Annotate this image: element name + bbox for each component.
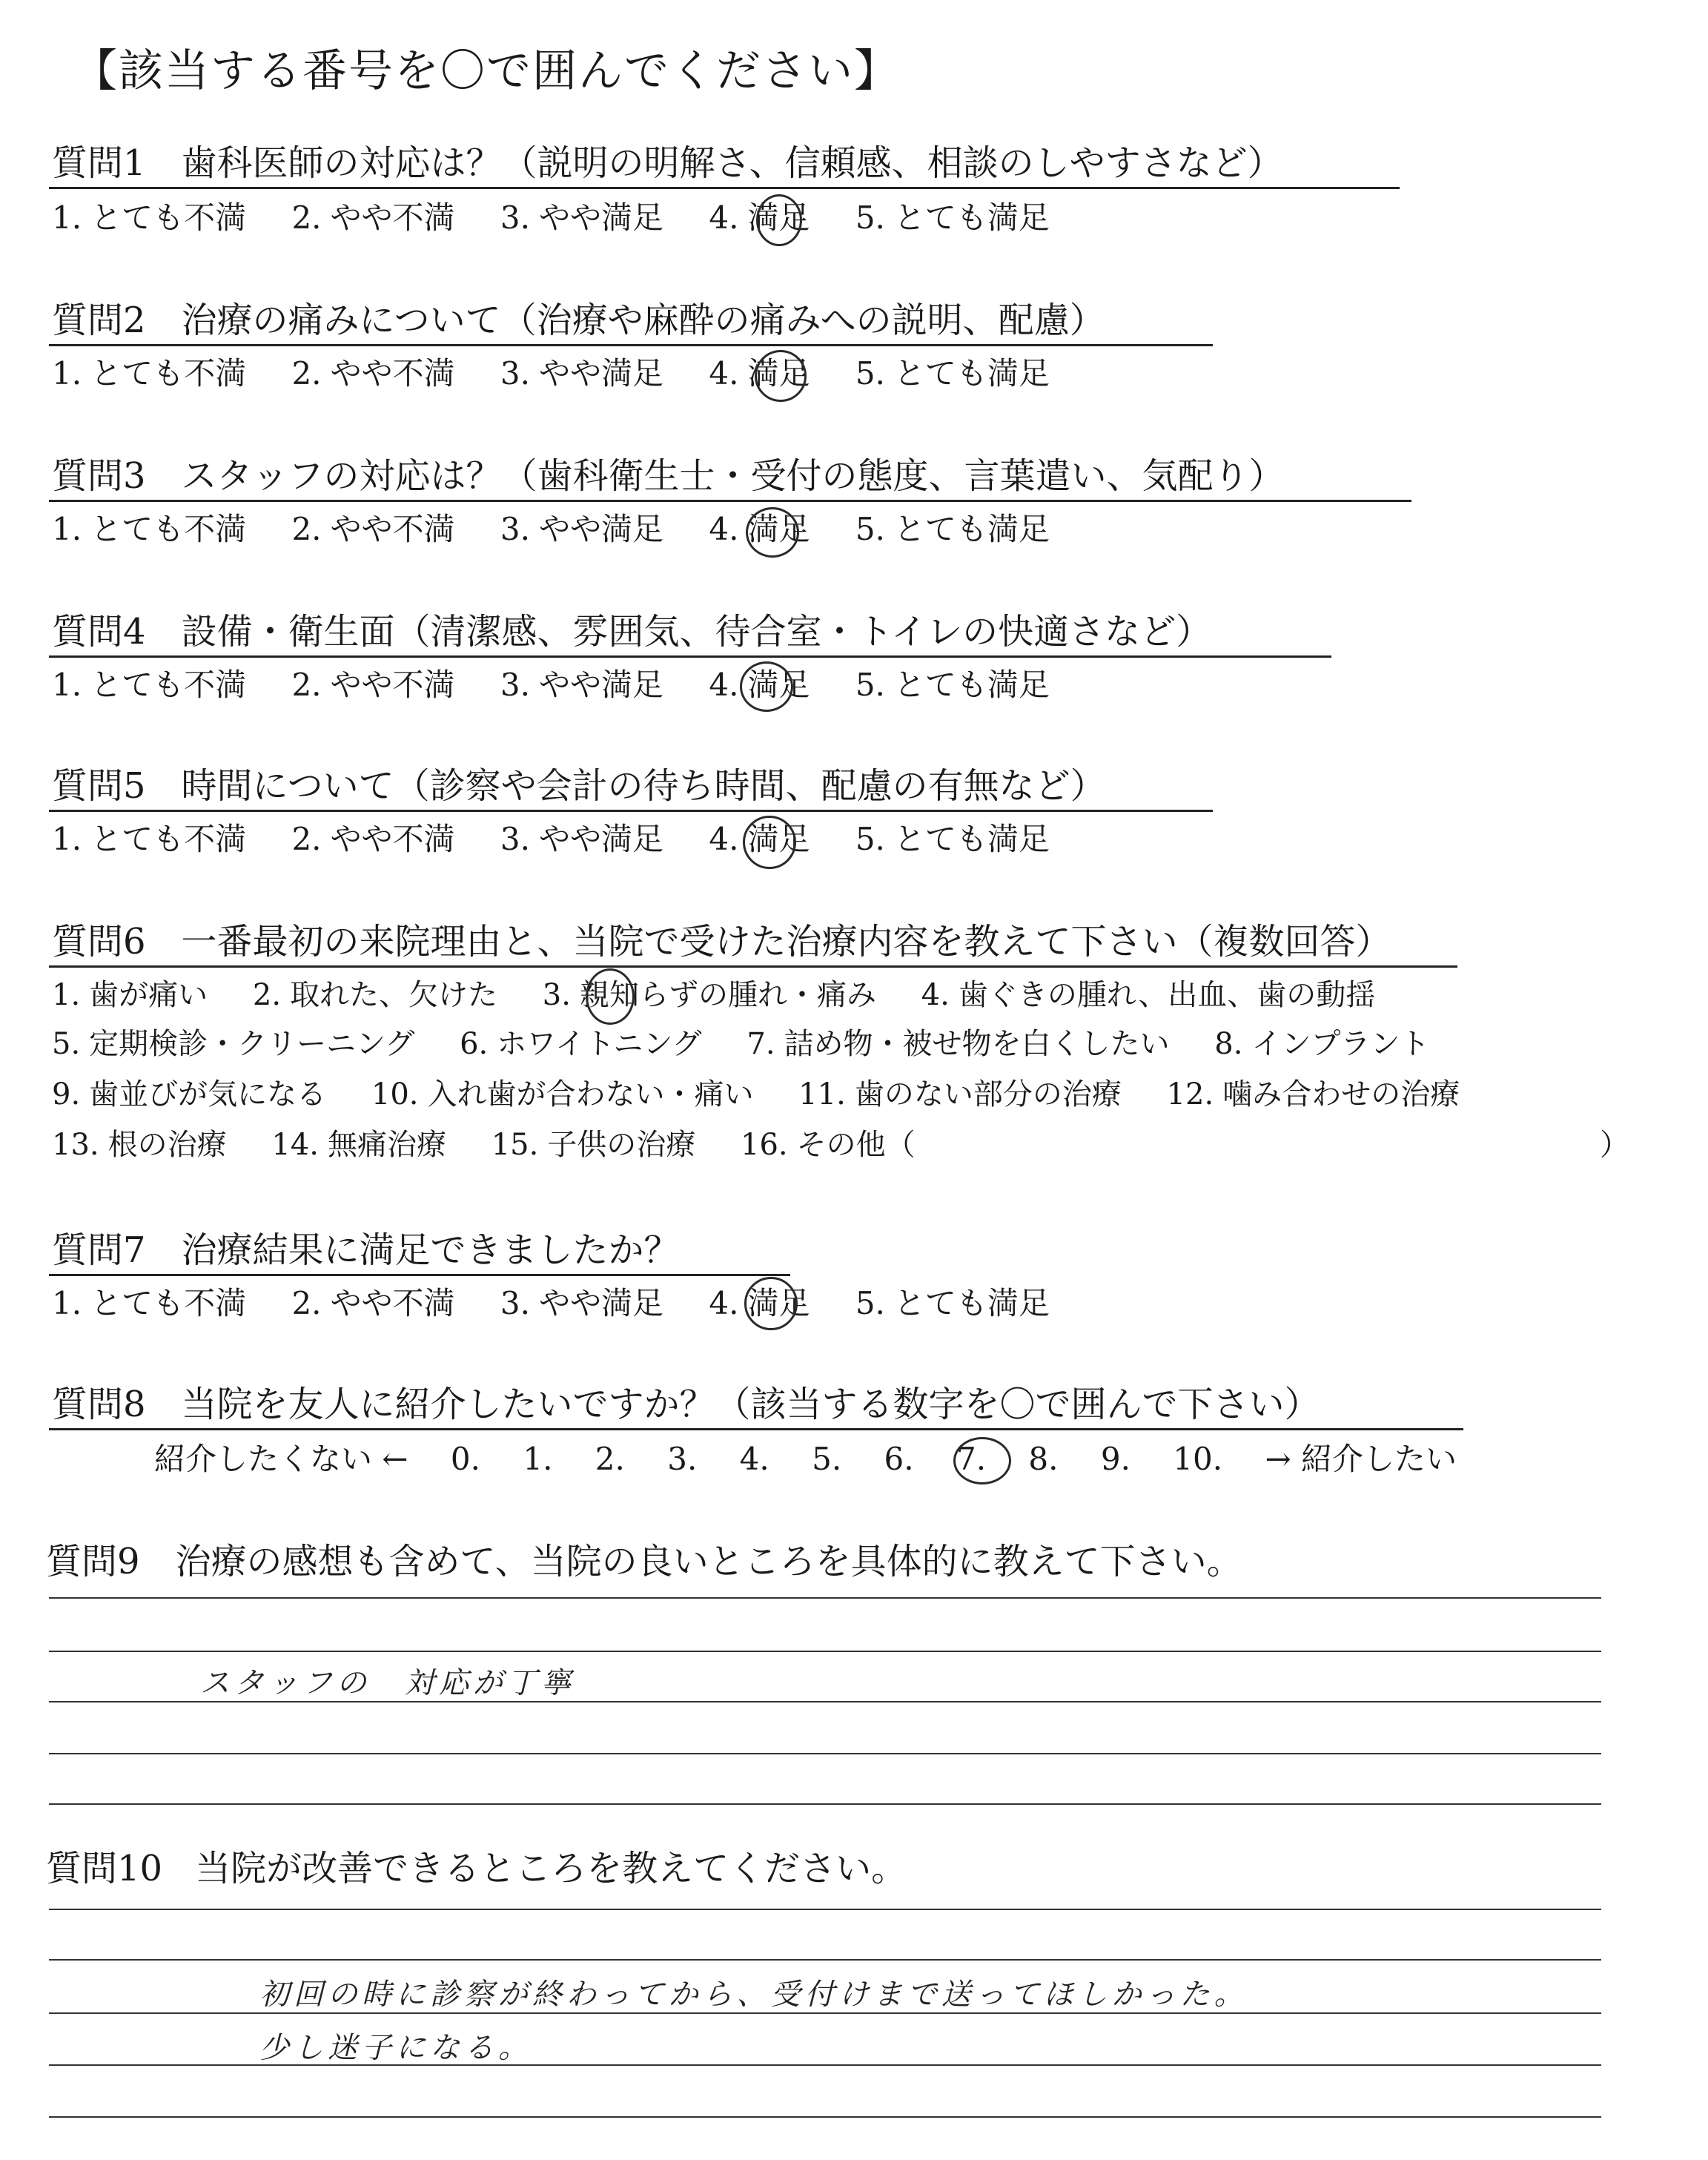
question-9 (46, 1539, 1242, 1584)
question-6-label: 質問6 (52, 921, 146, 962)
question-2-label: 質問2 (52, 300, 146, 341)
question-7-text: 治療結果に満足できましたか？ (181, 1229, 680, 1271)
q3-option-1[interactable]: 1. とても不満 (52, 511, 247, 547)
q8-scale-4[interactable]: 4. (739, 1441, 769, 1477)
q8-scale-0[interactable]: 0. (450, 1441, 480, 1477)
q6-option-9[interactable]: 9. 歯並びが気になる (52, 1077, 327, 1112)
q6-option-1[interactable]: 1. 歯が痛い (52, 978, 208, 1012)
question-7-options[interactable] (52, 1283, 1085, 1324)
q8-scale-3[interactable]: 3. (667, 1441, 698, 1477)
question-8 (52, 1382, 1320, 1427)
question-4-options[interactable] (52, 664, 1085, 706)
question-7-underline (49, 1274, 790, 1276)
q6-option-15[interactable]: 15. 子供の治療 (491, 1128, 696, 1162)
q8-scale-9[interactable]: 9. (1100, 1441, 1131, 1477)
q6-row-3[interactable] (52, 1074, 1495, 1115)
question-3 (52, 454, 1285, 498)
question-8-text: 当院を友人に紹介したいですか？（該当する数字を〇で囲んで下さい） (181, 1384, 1320, 1425)
question-2-options[interactable] (52, 353, 1085, 394)
q4-option-4[interactable]: 4. 満足 (709, 667, 810, 703)
question-7-label: 質問7 (52, 1229, 146, 1271)
q5-option-4[interactable]: 4. 満足 (709, 821, 810, 857)
q6-other-close-paren: ） (1600, 1128, 1629, 1162)
q7-option-3[interactable]: 3. やや満足 (500, 1285, 663, 1321)
question-3-label: 質問3 (52, 455, 146, 497)
q8-scale[interactable] (154, 1439, 1489, 1480)
q6-row-4[interactable] (52, 1124, 951, 1166)
question-6 (52, 919, 1391, 964)
q1-option-2[interactable]: 2. やや不満 (291, 199, 455, 236)
q3-option-5[interactable]: 5. とても満足 (855, 511, 1050, 547)
q10-answer-line-1[interactable] (49, 1909, 1601, 1910)
q6-row-2[interactable] (52, 1023, 1465, 1065)
q6-option-7[interactable]: 7. 詰め物・被せ物を白くしたい (747, 1027, 1170, 1061)
q4-option-3[interactable]: 3. やや満足 (500, 667, 663, 703)
q2-option-3[interactable]: 3. やや満足 (500, 355, 663, 392)
question-1-options[interactable] (52, 197, 1085, 239)
q3-option-3[interactable]: 3. やや満足 (500, 511, 663, 547)
question-5-underline (49, 810, 1213, 812)
question-3-options[interactable] (52, 509, 1085, 550)
question-5-label: 質問5 (52, 765, 146, 807)
q2-option-4[interactable]: 4. 満足 (709, 355, 810, 392)
q6-row-1[interactable] (52, 974, 1411, 1016)
q1-option-5[interactable]: 5. とても満足 (855, 199, 1050, 236)
question-2 (52, 298, 1105, 343)
q1-option-4[interactable]: 4. 満足 (709, 199, 810, 236)
q7-option-1[interactable]: 1. とても不満 (52, 1285, 247, 1321)
q2-option-5[interactable]: 5. とても満足 (855, 355, 1050, 392)
q6-option-2[interactable]: 2. 取れた、欠けた (252, 978, 498, 1012)
q5-option-2[interactable]: 2. やや不満 (291, 821, 455, 857)
q6-option-8[interactable]: 8. インプラント (1214, 1027, 1430, 1061)
question-2-text: 治療の痛みについて（治療や麻酔の痛みへの説明、配慮） (181, 300, 1105, 341)
q8-scale-left-label: 紹介したくない ← (154, 1441, 408, 1477)
q7-option-5[interactable]: 5. とても満足 (855, 1285, 1050, 1321)
q3-option-2[interactable]: 2. やや不満 (291, 511, 455, 547)
q5-option-5[interactable]: 5. とても満足 (855, 821, 1050, 857)
q4-option-2[interactable]: 2. やや不満 (291, 667, 455, 703)
q8-scale-1[interactable]: 1. (523, 1441, 553, 1477)
q6-option-14[interactable]: 14. 無痛治療 (271, 1128, 446, 1162)
question-4 (52, 610, 1211, 654)
question-1 (52, 141, 1283, 185)
q8-scale-7[interactable]: 7. (956, 1441, 987, 1477)
question-4-text: 設備・衛生面（清潔感、雰囲気、待合室・トイレの快適さなど） (181, 611, 1212, 653)
q6-option-13[interactable]: 13. 根の治療 (52, 1128, 227, 1162)
question-2-underline (49, 344, 1213, 346)
q9-answer-line-1[interactable] (49, 1597, 1601, 1599)
form-title: 【該当する番号を〇で囲んでください】 (73, 45, 900, 97)
q10-handwritten-answer-line-2: 少し迷子になる。 (259, 2031, 532, 2065)
q6-option-3[interactable]: 3. 親知らずの腫れ・痛み (542, 978, 876, 1012)
question-5-options[interactable] (52, 819, 1085, 860)
q6-option-10[interactable]: 10. 入れ歯が合わない・痛い (371, 1077, 754, 1112)
q10-handwritten-answer-line-1: 初回の時に診察が終わってから、受付けまで送ってほしかった。 (259, 1978, 1248, 2012)
question-10 (46, 1846, 907, 1891)
q9-handwritten-answer: スタッフの 対応が丁寧 (200, 1666, 575, 1700)
q6-option-12[interactable]: 12. 噛み合わせの治療 (1166, 1077, 1460, 1112)
q10-answer-line-2[interactable] (49, 1959, 1601, 1961)
q6-option-6[interactable]: 6. ホワイトニング (460, 1027, 702, 1061)
question-9-text: 治療の感想も含めて、当院の良いところを具体的に教えて下さい。 (175, 1541, 1242, 1582)
question-3-text: スタッフの対応は？（歯科衛生士・受付の態度、言葉遣い、気配り） (181, 455, 1285, 497)
question-3-underline (49, 500, 1411, 502)
q9-answer-line-2[interactable] (49, 1651, 1601, 1652)
question-10-label: 質問10 (46, 1848, 163, 1889)
q2-option-2[interactable]: 2. やや不満 (291, 355, 455, 392)
question-1-underline (49, 187, 1400, 189)
q5-option-3[interactable]: 3. やや満足 (500, 821, 663, 857)
question-8-label: 質問8 (52, 1384, 146, 1425)
q7-option-4[interactable]: 4. 満足 (709, 1285, 810, 1321)
q8-scale-10[interactable]: 10. (1173, 1441, 1223, 1477)
q8-scale-2[interactable]: 2. (595, 1441, 625, 1477)
q8-scale-5[interactable]: 5. (812, 1441, 842, 1477)
q3-option-4[interactable]: 4. 満足 (709, 511, 810, 547)
q1-option-3[interactable]: 3. やや満足 (500, 199, 663, 236)
q8-scale-8[interactable]: 8. (1028, 1441, 1059, 1477)
q4-option-5[interactable]: 5. とても満足 (855, 667, 1050, 703)
q10-answer-line-5[interactable] (49, 2116, 1601, 2118)
q9-answer-line-4[interactable] (49, 1753, 1601, 1754)
q7-option-2[interactable]: 2. やや不満 (291, 1285, 455, 1321)
question-5 (52, 764, 1106, 808)
q6-option-16[interactable]: 16. その他（ (741, 1128, 916, 1162)
question-4-underline (49, 655, 1331, 658)
question-1-label: 質問1 (52, 142, 146, 184)
q9-answer-line-5[interactable] (49, 1803, 1601, 1805)
q6-option-5[interactable]: 5. 定期検診・クリーニング (52, 1027, 415, 1061)
question-9-label: 質問9 (46, 1541, 140, 1582)
q1-option-1[interactable]: 1. とても不満 (52, 199, 247, 236)
q6-option-11[interactable]: 11. 歯のない部分の治療 (798, 1077, 1122, 1112)
q8-scale-6[interactable]: 6. (884, 1441, 914, 1477)
question-6-text: 一番最初の来院理由と、当院で受けた治療内容を教えて下さい（複数回答） (181, 921, 1391, 962)
q5-option-1[interactable]: 1. とても不満 (52, 821, 247, 857)
question-5-text: 時間について（診察や会計の待ち時間、配慮の有無など） (181, 765, 1106, 807)
q6-option-4[interactable]: 4. 歯ぐきの腫れ、出血、歯の動揺 (921, 978, 1376, 1012)
question-10-text: 当院が改善できるところを教えてください。 (195, 1848, 907, 1889)
q4-option-1[interactable]: 1. とても不満 (52, 667, 247, 703)
question-8-underline (49, 1428, 1463, 1430)
question-7 (52, 1228, 680, 1272)
q8-scale-right-label: → 紹介したい (1265, 1441, 1457, 1477)
q2-option-1[interactable]: 1. とても不満 (52, 355, 247, 392)
question-6-underline (49, 965, 1457, 968)
question-4-label: 質問4 (52, 611, 146, 653)
question-1-text: 歯科医師の対応は？（説明の明解さ、信頼感、相談のしやすさなど） (181, 142, 1283, 184)
